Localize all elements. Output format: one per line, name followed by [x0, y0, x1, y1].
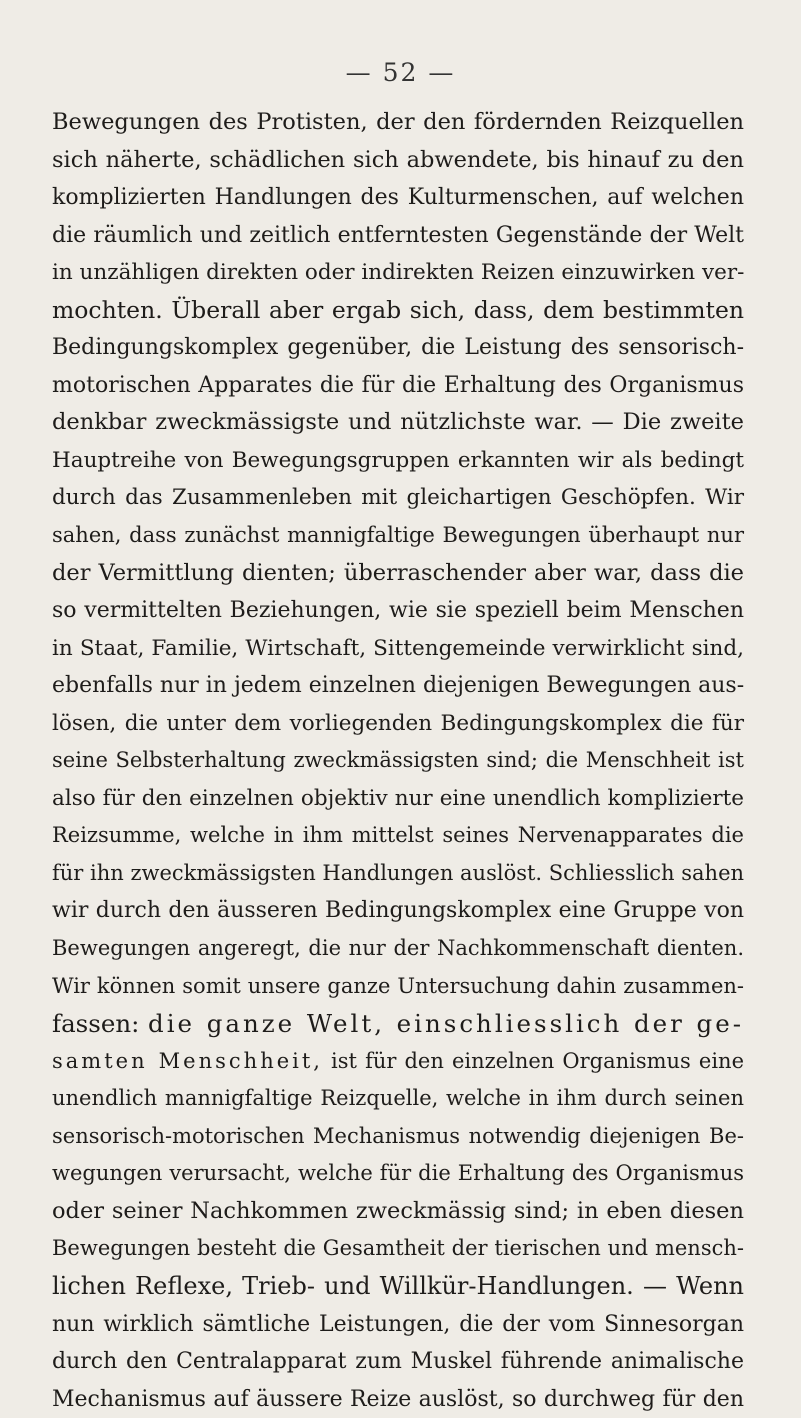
- text-fragment: fassen:: [52, 1009, 149, 1039]
- text-line: durch den Centralapparat zum Muskel führende animalische: [52, 1349, 744, 1375]
- text-line: oder seiner Nachkommen zweckmässig sind; in eben diesen: [52, 1197, 744, 1224]
- text-line: Bewegungen besteht die Gesamtheit der tierischen und mensch-: [52, 1236, 744, 1261]
- text-line: Bedingungskomplex gegenüber, die Leistung des sensorisch-: [52, 335, 744, 361]
- body-text: [52, 104, 744, 1418]
- text-line: für ihn zweckmässigsten Handlungen auslöst. Schliesslich sahen: [52, 860, 745, 885]
- text-line: in unzähligen direkten oder indirekten Reizen einzuwirken ver-: [52, 260, 745, 286]
- spaced-emphasis: die ganze Welt, einschliesslich der ge-: [148, 1009, 744, 1039]
- text-line: Wir können somit unsere ganze Untersuchung dahin zusammen-: [52, 973, 744, 998]
- text-line: die räumlich und zeitlich entferntesten Gegenstände der Welt: [52, 222, 744, 248]
- text-line: mochten. Überall aber ergab sich, dass, dem bestimmten: [52, 295, 744, 324]
- text-line: der Vermittlung dienten; überraschender aber war, dass die: [52, 559, 744, 586]
- text-line: sahen, dass zunächst mannigfaltige Bewegungen überhaupt nur: [52, 523, 744, 548]
- text-line: sensorisch-motorischen Mechanismus notwendig diejenigen Be-: [52, 1123, 744, 1148]
- spaced-emphasis: samten Menschheit,: [52, 1048, 323, 1073]
- text-line: also für den einzelnen objektiv nur eine unendlich komplizierte: [52, 785, 744, 811]
- text-line: motorischen Apparates die für die Erhaltung des Organismus: [52, 372, 744, 398]
- text-line: komplizierten Handlungen des Kulturmenschen, auf welchen: [52, 185, 744, 211]
- text-line: Hauptreihe von Bewegungsgruppen erkannten wir als bedingt: [52, 447, 744, 473]
- text-line: ebenfalls nur in jedem einzelnen diejenigen Bewegungen aus-: [52, 673, 745, 699]
- text-line: nun wirklich sämtliche Leistungen, die der vom Sinnesorgan: [52, 1311, 744, 1337]
- text-line: Bewegungen angeregt, die nur der Nachkommenschaft dienten.: [52, 936, 744, 961]
- text-line: Mechanismus auf äussere Reize auslöst, so durchweg für den: [52, 1386, 744, 1412]
- text-line: seine Selbsterhaltung zweckmässigsten sind; die Menschheit ist: [52, 748, 744, 773]
- text-line: in Staat, Familie, Wirtschaft, Sittengemeinde verwirklicht sind,: [52, 635, 744, 661]
- text-line: lösen, die unter dem vorliegenden Bedingungskomplex die für: [52, 710, 744, 736]
- text-line: unendlich mannigfaltige Reizquelle, welche in ihm durch seinen: [52, 1086, 744, 1111]
- text-line: durch das Zusammenleben mit gleichartigen Geschöpfen. Wir: [52, 485, 744, 511]
- text-line-spaced: [52, 1043, 744, 1081]
- text-line: Bewegungen des Protisten, der den fördernden Reizquellen: [52, 109, 744, 135]
- text-line: lichen Reflexe, Trieb- und Willkür-Handlungen. — Wenn: [52, 1271, 744, 1300]
- page-number: — 52 —: [345, 58, 456, 87]
- text-line: wir durch den äusseren Bedingungskomplex eine Gruppe von: [52, 898, 744, 924]
- text-fragment: ist für den einzelnen Organismus eine: [322, 1048, 744, 1073]
- text-line: denkbar zweckmässigste und nützlichste war. — Die zweite: [52, 409, 744, 436]
- text-line: wegungen verursacht, welche für die Erhaltung des Organismus: [52, 1161, 744, 1186]
- text-line: Reizsumme, welche in ihm mittelst seines Nervenapparates die: [52, 823, 744, 848]
- text-line: sich näherte, schädlichen sich abwendete, bis hinauf zu den: [52, 146, 744, 173]
- text-line: so vermittelten Beziehungen, wie sie speziell beim Menschen: [52, 598, 744, 624]
- text-line-spaced: [52, 1005, 744, 1043]
